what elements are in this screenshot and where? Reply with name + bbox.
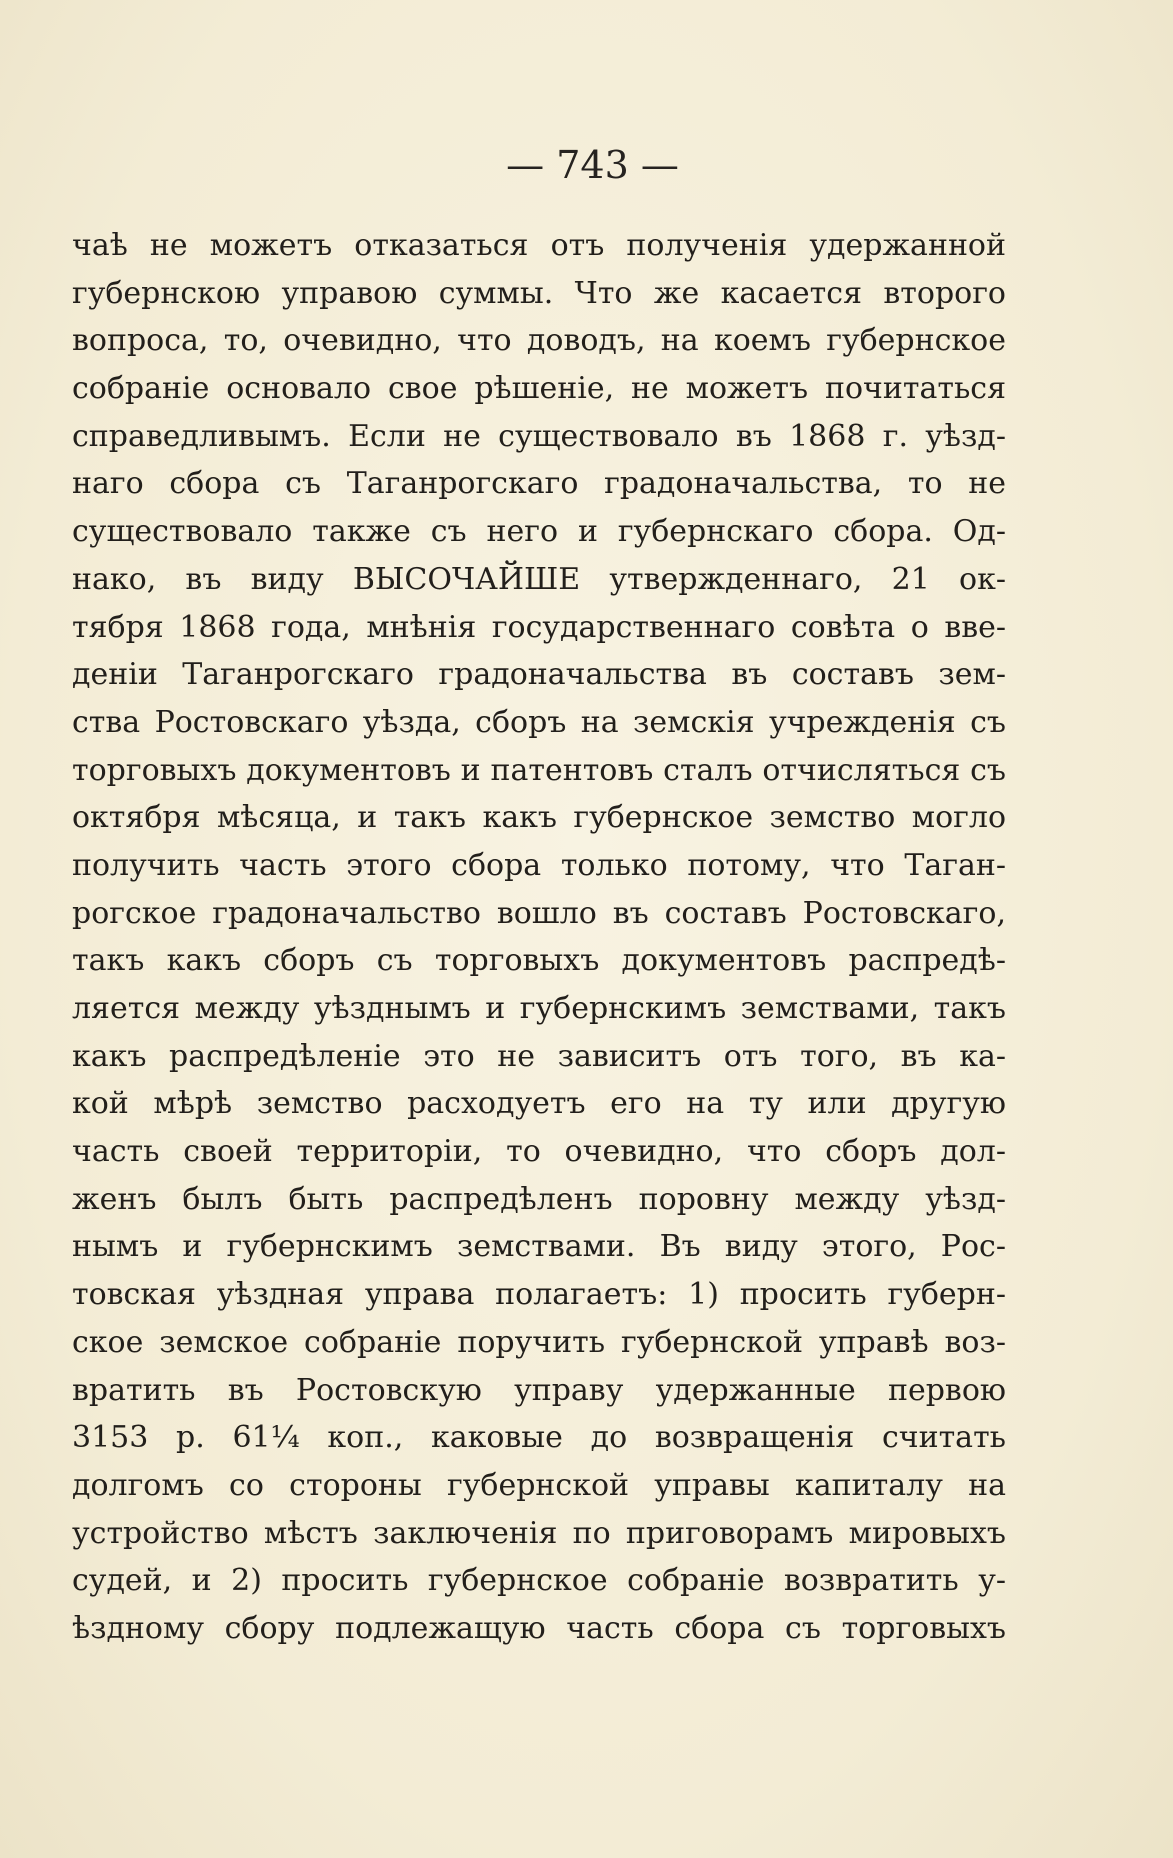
text-line: октября мѣсяца, и такъ какъ губернское земство могло (72, 800, 1006, 836)
text-line: справедливымъ. Если не существовало въ 1868 г. уѣзд- (72, 418, 1006, 454)
text-line: деніи Таганрогскаго градоначальства въ составъ зем- (72, 657, 1006, 693)
text-line: ѣздному сбору подлежащую часть сбора съ торговыхъ (72, 1610, 1006, 1646)
page-number: — 743 — (506, 143, 679, 187)
text-line: рогское градоначальство вошло въ составъ Ростовскаго, (72, 895, 1006, 931)
text-line: кой мѣрѣ земство расходуетъ его на ту или другую (72, 1086, 1006, 1122)
text-line: часть своей территоріи, то очевидно, что сборъ дол- (72, 1134, 1006, 1170)
text-line: товская уѣздная управа полагаетъ: 1) просить губерн- (72, 1277, 1006, 1313)
text-line: наго сбора съ Таганрогскаго градоначальства, то не (72, 466, 1006, 502)
text-line: получить часть этого сбора только потому, что Таган- (72, 847, 1006, 883)
text-line: 3153 р. 61¼ коп., каковые до возвращенія считать (72, 1420, 1006, 1456)
text-line: нако, въ виду ВЫСОЧАЙШЕ утвержденнаго, 21 ок- (72, 561, 1006, 597)
text-line: ства Ростовскаго уѣзда, сборъ на земскія учрежденія съ (72, 704, 1006, 740)
text-line: какъ распредѣленіе это не зависитъ отъ того, въ ка- (72, 1038, 1006, 1074)
body-text (72, 222, 1006, 1653)
text-line: ляется между уѣзднымъ и губернскимъ земствами, такъ (72, 991, 1006, 1026)
text-line: губернскою управою суммы. Что же касается второго (72, 275, 1006, 311)
text-line: женъ былъ быть распредѣленъ поровну между уѣзд- (72, 1181, 1006, 1217)
text-line: вопроса, то, очевидно, что доводъ, на коемъ губернское (72, 323, 1006, 359)
text-line: собраніе основало свое рѣшеніе, не можетъ почитаться (72, 371, 1006, 407)
text-line: устройство мѣстъ заключенія по приговорамъ мировыхъ (72, 1515, 1006, 1551)
text-line: судей, и 2) просить губернское собраніе возвратить у- (72, 1563, 1006, 1599)
text-line: ское земское собраніе поручить губернской управѣ воз- (72, 1324, 1006, 1360)
text-line: чаѣ не можетъ отказаться отъ полученія удержанной (72, 228, 1006, 263)
text-line: тября 1868 года, мнѣнія государственнаго совѣта о вве- (72, 609, 1006, 645)
text-line: существовало также съ него и губернскаго сбора. Од- (72, 514, 1006, 550)
text-line: нымъ и губернскимъ земствами. Въ виду этого, Рос- (72, 1229, 1006, 1265)
text-line: такъ какъ сборъ съ торговыхъ документовъ распредѣ- (72, 943, 1006, 979)
text-line: вратить въ Ростовскую управу удержанные первою (72, 1372, 1006, 1408)
text-line: долгомъ со стороны губернской управы капиталу на (72, 1467, 1006, 1503)
text-line: торговыхъ документовъ и патентовъ сталъ отчисляться съ (72, 752, 1006, 788)
